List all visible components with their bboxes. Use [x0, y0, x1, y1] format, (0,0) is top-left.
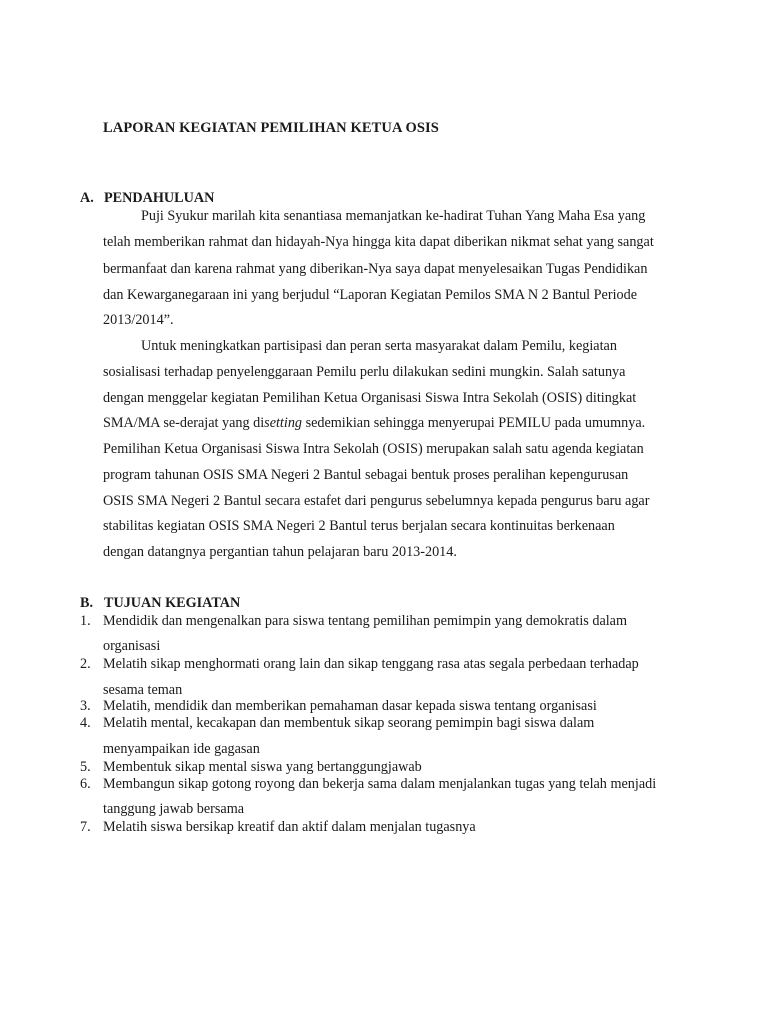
list-number: 4. [80, 715, 91, 731]
paragraph-line: dan Kewarganegaraan ini yang berjudul “Laporan Kegiatan Pemilos SMA N 2 Bantul Periode [103, 287, 637, 303]
list-item-text: Mendidik dan mengenalkan para siswa tentang pemilihan pemimpin yang demokratis dalam [103, 613, 628, 629]
list-number: 7. [80, 819, 91, 835]
section-b-title: TUJUAN KEGIATAN [104, 595, 241, 611]
list-item-text: sesama teman [103, 682, 183, 698]
list-item-text: tanggung jawab bersama [103, 801, 245, 817]
paragraph-line: Puji Syukur marilah kita senantiasa memanjatkan ke-hadirat Tuhan Yang Maha Esa yang [141, 208, 646, 224]
paragraph-line: dengan datangnya pergantian tahun pelajaran baru 2013-2014. [103, 544, 457, 560]
list-number: 1. [80, 613, 91, 629]
section-a-heading [80, 190, 214, 207]
section-a-title: PENDAHULUAN [104, 190, 215, 206]
paragraph-line: stabilitas kegiatan OSIS SMA Negeri 2 Bantul terus berjalan secara kontinuitas berkenaan [103, 518, 615, 534]
paragraph-line: program tahunan OSIS SMA Negeri 2 Bantul sebagai bentuk proses peralihan kepengurusan [103, 467, 629, 483]
list-number: 5. [80, 759, 91, 775]
list-item-text: Membangun sikap gotong royong dan bekerja sama dalam menjalankan tugas yang telah menjadi [103, 776, 657, 792]
paragraph-line: 2013/2014”. [103, 312, 174, 328]
section-a-letter: A. [80, 190, 94, 206]
paragraph-line: bermanfaat dan karena rahmat yang diberikan-Nya saya dapat menyelesaikan Tugas Pendidikan [103, 261, 648, 277]
paragraph-line: sosialisasi terhadap penyelenggaraan Pemilu perlu dilakukan sedini mungkin. Salah satunya [103, 364, 626, 380]
list-number: 3. [80, 698, 91, 714]
paragraph-line: telah memberikan rahmat dan hidayah-Nya hingga kita dapat diberikan nikmat sehat yang sangat [103, 234, 654, 250]
paragraph-line: dengan menggelar kegiatan Pemilihan Ketua Organisasi Siswa Intra Sekolah (OSIS) ditingkat [103, 390, 637, 406]
list-item-text: Melatih mental, kecakapan dan membentuk sikap seorang pemimpin bagi siswa dalam [103, 715, 595, 731]
list-item-text: organisasi [103, 638, 161, 654]
paragraph-line: Pemilihan Ketua Organisasi Siswa Intra Sekolah (OSIS) merupakan salah satu agenda kegiatan [103, 441, 644, 457]
list-number: 2. [80, 656, 91, 672]
list-item-text: Melatih, mendidik dan memberikan pemahaman dasar kepada siswa tentang organisasi [103, 698, 597, 714]
list-item-text: Membentuk sikap mental siswa yang bertanggungjawab [103, 759, 422, 775]
text-run: SMA/MA se-derajat yang di [103, 415, 265, 431]
text-run: sedemikian sehingga menyerupai PEMILU pada umumnya. [302, 415, 646, 431]
paragraph-line: Untuk meningkatkan partisipasi dan peran serta masyarakat dalam Pemilu, kegiatan [141, 338, 617, 354]
italic-run: setting [264, 415, 303, 431]
paragraph-line: OSIS SMA Negeri 2 Bantul secara estafet dari pengurus sebelumnya kepada pengurus baru agar [103, 493, 650, 509]
document-title: LAPORAN KEGIATAN PEMILIHAN KETUA OSIS [103, 120, 439, 136]
paragraph-line [103, 414, 645, 432]
section-b-heading [80, 595, 240, 612]
section-b-letter: B. [80, 595, 94, 611]
list-item-text: Melatih sikap menghormati orang lain dan sikap tenggang rasa atas segala perbedaan terhadap [103, 656, 639, 672]
list-number: 6. [80, 776, 91, 792]
list-item-text: menyampaikan ide gagasan [103, 741, 260, 757]
list-item-text: Melatih siswa bersikap kreatif dan aktif dalam menjalan tugasnya [103, 819, 476, 835]
